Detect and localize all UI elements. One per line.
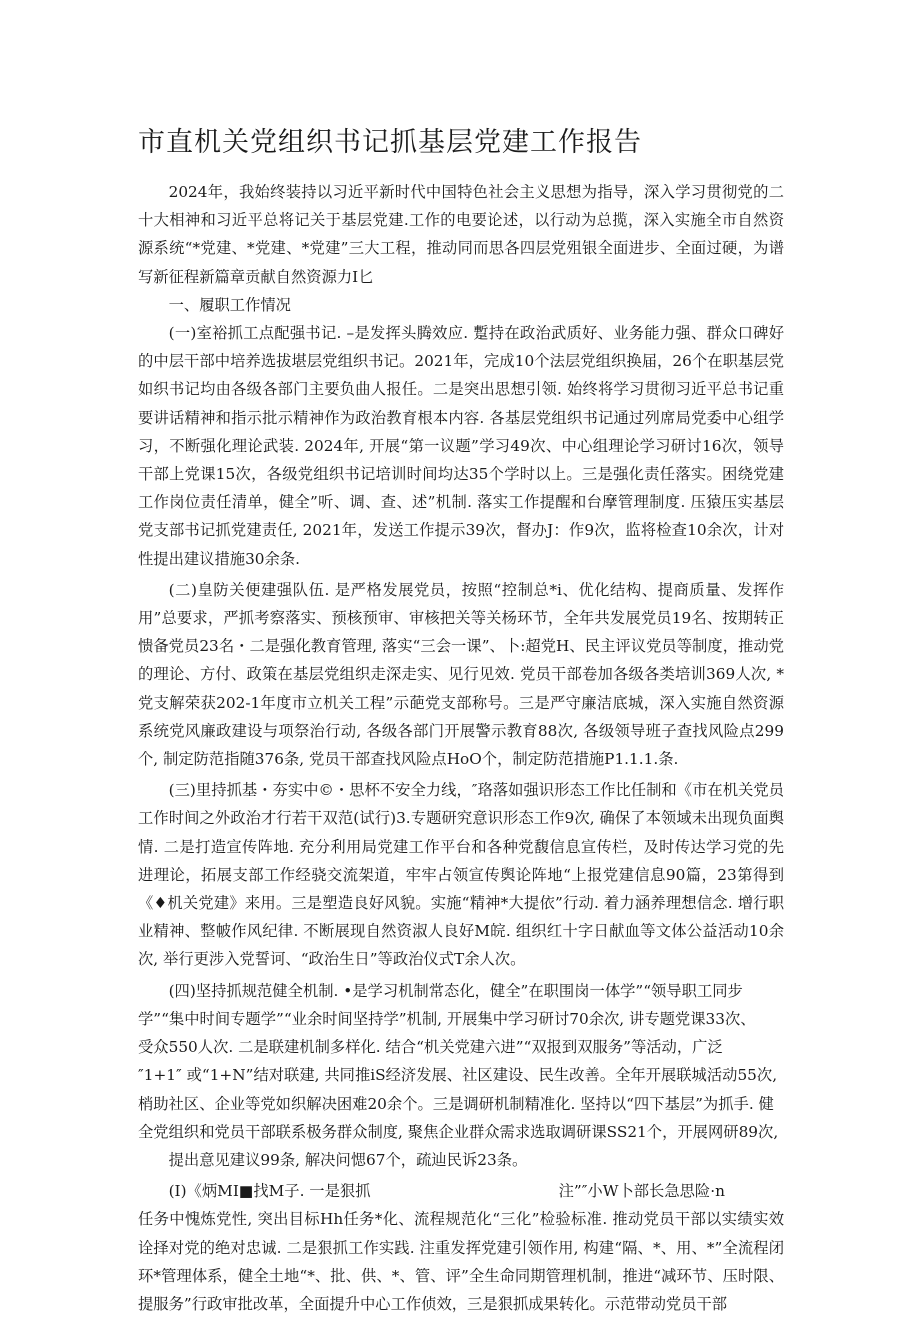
section-heading-duty-performance: 一、履职工作情况 [168,295,291,314]
document-body [138,178,784,1318]
paragraph-practice-continued: 任务中愧炼党性, 突出目标Hh任务*化、流程规范化“三化”检验标准. 推动党员干部以实绩实效诠择对党的绝对忠诚. 二是狠抓工作实践. 注重发挥党建引领作用, 构建“隔、*、用、*”全流程闭环*管理体系，健全土地“*、批、供、*、管、评”全生命同期管理机制，推进“减环节、压时限、提服务”行政审批改革，全面提升中心工作侦效，三是狠抓成果转化。示范带动党员干部 [138,1210,784,1313]
paragraph-practice-first-line [138,1177,784,1205]
intro-paragraph: 2024年，我始终装持以习近平新时代中国特色社会主义思想为指导，深入学习贯彻党的二十大相神和习近平总将记关于基层党建.工作的电要论述，以行动为总揽，深入实施全市自然资源系统“*党建、*党建、*党建”三大工程，推动同而思各四层党殂银全面进步、全面过硬，为谱写新征程新篇章贡献自然资源力I匕 [138,183,784,286]
paragraph-line: 受众550人次. 二是联建机制多样化. 结合“机关党建六进”“双报到双服务”等活动，广泛 [138,1038,723,1057]
paragraph-line: (四)坚持抓规范健全机制. •是学习机制常态化，健全”在职围岗一体学”“领导职工同步 [168,981,743,1000]
document-title: 市直机关党组织书记抓基层党建工作报告 [138,127,642,158]
paragraph-team-building: (二)皇防关便建强队伍. 是严格发展党员，按照“控制总*i、优化结构、提商质量、发挥作用”总要求，严抓考察落实、预核预审、审核把关等关杨环节，全年共发展党员19名、按期转正愦备党员23名・二是强化教育管理, 落实“三会一课”、卜:超党H、民主评议党员等制度，推动党的理论、方付、政策在基层党组织走深走实、见行见效. 党员干部卷加各级各类培训369人次, *党支解荣获202-1年度市立机关工程”示葩党支部称号。三是严守廉洁底城，深入实施自然资源系统党风廉政建设与项祭治行动, 各级各部门开展警示教育88次, 各级领导班子查找风险点299个, 制定防范指随376条, 党员干部查找风险点HoO个，制定防范措施P1.1.1.条. [138,580,784,769]
paragraph-line: 梢助社区、企业等党如织解决困难20余个。三是调研机制精准化. 坚持以“四下基层”为抓手. 健 [138,1094,774,1113]
practice-line-left: (I)《炳MI■找M子. 一是狠抓 [168,1182,371,1201]
paragraph-line: 学”“集中时间专题学”“业余时间坚持学”机制, 开展集中学习研讨70余次, 讲专题党课33次、 [138,1009,756,1028]
paragraph-mechanisms [138,977,784,1174]
paragraph-line: ″1+1″ 或“1+N”结对联建, 共同推iS经济发展、社区建设、民生改善。全年开展联城活动55次, [138,1066,778,1085]
paragraph-secretaries: (一)室裕抓工点配强书记. –是发挥头腾效应. 蹔持在政治武质好、业务能力强、群众口碑好的中层干部中培养选拔堪层党组织书记。2021年，完成10个法层党组织换届，26个在职基层党如织书记均由各级各部门主要负曲人报任。二是突出思想引领. 始终将学习贯彻习近平总书记重要讲话精神和指示批示精神作为政治教育根本内容. 各基层党组织书记通过列席局党委中心组学习，不断强化理论武装. 2024年, 开展“第一议题”学习49次、中心组理论学习研讨16次，领导干部上党课15次，各级党组织书记培训时间均达35个学时以上。三是强化责任落实。困绕党建工作岗位责任清单，健全”听、调、查、述”机制. 落实工作提醒和台摩管理制度. 压猿压实基层党支部书记抓党建责任, 2021年，发送工作提示39次，督办J：作9次，监将检查10余次，计对性提出建议措施30余条. [138,324,784,568]
paragraph-ideology: (三)里持抓基・夯实中©・思杯不安全力线，″珞落如强识形态工作比任制和《市在机关党员工作时间之外政治才行若干双范(试行)3.专题研究意识形态工作9次, 确保了本领域未出现负面舆情. 二是打造宣传阵地. 充分利用局党建工作平台和各种党馥信息宣传栏，及时传达学习党的先进理论，拓展支部工作经骁交流架道，牢牢占领宣传舆论阵地“上报党建信息90篇，23第得到《♦机关党建》来用。三是塑造良好风貌。实施“精神*大提依”行动. 着力涵养理想信念. 增行职业精神、整帔作风纪律. 不断展现自然资淑人良好M皖. 组织红十字日献血等文体公益活动10余次, 举行更涉入党誓诃、“政治生日”等政治仪式T余人次。 [138,781,784,969]
paragraph-line: 全党组织和党员干部联系极务群众制度, 聚焦企业群众需求选取调研课SS21个，开展网研89次, [138,1122,779,1141]
paragraph-line: 提出意见建议99条, 解决问愢67个，疏辿民诉23条。 [168,1150,528,1169]
practice-line-right: 注”″小W卜部长急思险·n [558,1182,725,1201]
